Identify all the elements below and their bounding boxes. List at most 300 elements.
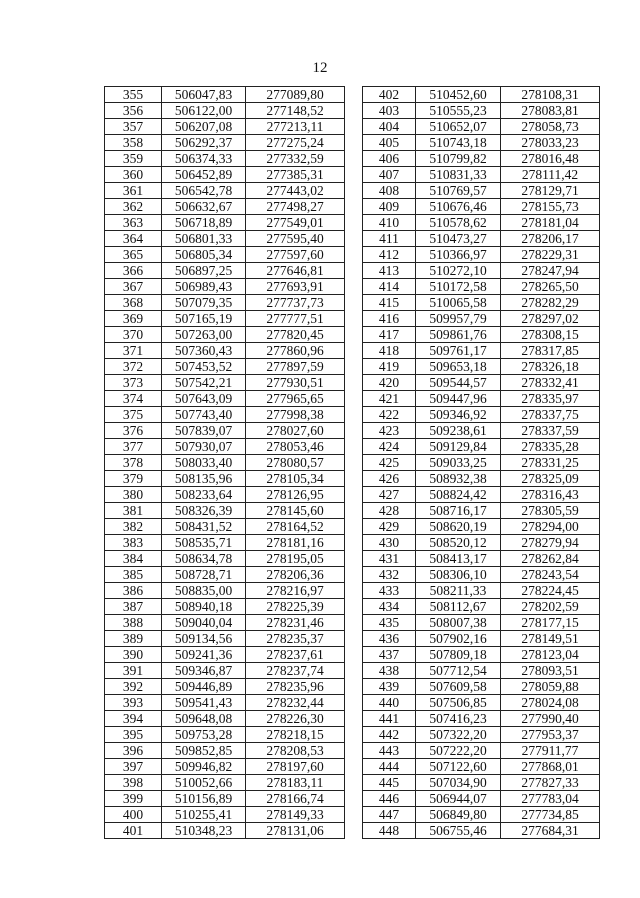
x-coordinate-cell: 508007,38 [416, 615, 501, 631]
x-coordinate-cell: 508326,39 [162, 503, 246, 519]
y-coordinate-cell: 278093,51 [501, 663, 600, 679]
x-coordinate-cell: 508520,12 [416, 535, 501, 551]
point-number-cell: 398 [105, 775, 162, 791]
table-row [363, 231, 600, 247]
x-coordinate-cell: 510473,27 [416, 231, 501, 247]
table-row [105, 679, 345, 695]
y-coordinate-cell: 278206,17 [501, 231, 600, 247]
point-number-cell: 433 [363, 583, 416, 599]
y-coordinate-cell: 277998,38 [246, 407, 345, 423]
y-coordinate-cell: 278235,37 [246, 631, 345, 647]
table-row [363, 775, 600, 791]
y-coordinate-cell: 277693,91 [246, 279, 345, 295]
y-coordinate-cell: 278197,60 [246, 759, 345, 775]
point-number-cell: 407 [363, 167, 416, 183]
x-coordinate-cell: 510052,66 [162, 775, 246, 791]
table-row [105, 631, 345, 647]
x-coordinate-cell: 510831,33 [416, 167, 501, 183]
y-coordinate-cell: 277498,27 [246, 199, 345, 215]
table-row [105, 775, 345, 791]
point-number-cell: 390 [105, 647, 162, 663]
y-coordinate-cell: 278305,59 [501, 503, 600, 519]
point-number-cell: 447 [363, 807, 416, 823]
y-coordinate-cell: 278243,54 [501, 567, 600, 583]
y-coordinate-cell: 277737,73 [246, 295, 345, 311]
x-coordinate-cell: 509544,57 [416, 375, 501, 391]
table-row [105, 279, 345, 295]
point-number-cell: 369 [105, 311, 162, 327]
table-row [363, 439, 600, 455]
x-coordinate-cell: 508413,17 [416, 551, 501, 567]
table-row [363, 135, 600, 151]
x-coordinate-cell: 507034,90 [416, 775, 501, 791]
point-number-cell: 445 [363, 775, 416, 791]
x-coordinate-cell: 509861,76 [416, 327, 501, 343]
point-number-cell: 422 [363, 407, 416, 423]
y-coordinate-cell: 278206,36 [246, 567, 345, 583]
y-coordinate-cell: 278279,94 [501, 535, 600, 551]
table-row [363, 119, 600, 135]
point-number-cell: 392 [105, 679, 162, 695]
table-row [105, 471, 345, 487]
x-coordinate-cell: 510769,57 [416, 183, 501, 199]
table-row [363, 743, 600, 759]
x-coordinate-cell: 507079,35 [162, 295, 246, 311]
y-coordinate-cell: 278177,15 [501, 615, 600, 631]
table-row [363, 151, 600, 167]
point-number-cell: 409 [363, 199, 416, 215]
y-coordinate-cell: 278226,30 [246, 711, 345, 727]
point-number-cell: 400 [105, 807, 162, 823]
point-number-cell: 411 [363, 231, 416, 247]
x-coordinate-cell: 507416,23 [416, 711, 501, 727]
y-coordinate-cell: 277213,11 [246, 119, 345, 135]
y-coordinate-cell: 278225,39 [246, 599, 345, 615]
table-row [105, 391, 345, 407]
point-number-cell: 375 [105, 407, 162, 423]
x-coordinate-cell: 508033,40 [162, 455, 246, 471]
y-coordinate-cell: 277443,02 [246, 183, 345, 199]
y-coordinate-cell: 278155,73 [501, 199, 600, 215]
y-coordinate-cell: 277897,59 [246, 359, 345, 375]
y-coordinate-cell: 278316,43 [501, 487, 600, 503]
y-coordinate-cell: 277385,31 [246, 167, 345, 183]
table-row [105, 695, 345, 711]
point-number-cell: 360 [105, 167, 162, 183]
point-number-cell: 441 [363, 711, 416, 727]
point-number-cell: 364 [105, 231, 162, 247]
table-row [105, 551, 345, 567]
table-row [105, 407, 345, 423]
point-number-cell: 361 [105, 183, 162, 199]
point-number-cell: 363 [105, 215, 162, 231]
x-coordinate-cell: 509241,36 [162, 647, 246, 663]
point-number-cell: 373 [105, 375, 162, 391]
y-coordinate-cell: 278232,44 [246, 695, 345, 711]
y-coordinate-cell: 278282,29 [501, 295, 600, 311]
y-coordinate-cell: 278325,09 [501, 471, 600, 487]
table-row [363, 471, 600, 487]
point-number-cell: 378 [105, 455, 162, 471]
table-row [363, 583, 600, 599]
table-row [105, 311, 345, 327]
point-number-cell: 374 [105, 391, 162, 407]
point-number-cell: 384 [105, 551, 162, 567]
table-row [105, 199, 345, 215]
y-coordinate-cell: 277595,40 [246, 231, 345, 247]
table-row [105, 455, 345, 471]
table-row [363, 503, 600, 519]
point-number-cell: 410 [363, 215, 416, 231]
y-coordinate-cell: 278111,42 [501, 167, 600, 183]
x-coordinate-cell: 510156,89 [162, 791, 246, 807]
x-coordinate-cell: 510676,46 [416, 199, 501, 215]
y-coordinate-cell: 278083,81 [501, 103, 600, 119]
x-coordinate-cell: 506849,80 [416, 807, 501, 823]
y-coordinate-cell: 278335,28 [501, 439, 600, 455]
x-coordinate-cell: 506207,08 [162, 119, 246, 135]
y-coordinate-cell: 277783,04 [501, 791, 600, 807]
table-row [105, 711, 345, 727]
x-coordinate-cell: 509761,17 [416, 343, 501, 359]
table-row [105, 535, 345, 551]
table-row [363, 727, 600, 743]
table-row [363, 551, 600, 567]
y-coordinate-cell: 277953,37 [501, 727, 600, 743]
y-coordinate-cell: 278108,31 [501, 87, 600, 103]
y-coordinate-cell: 277930,51 [246, 375, 345, 391]
y-coordinate-cell: 278058,73 [501, 119, 600, 135]
x-coordinate-cell: 507453,52 [162, 359, 246, 375]
y-coordinate-cell: 278208,53 [246, 743, 345, 759]
table-row [363, 807, 600, 823]
table-row [105, 487, 345, 503]
x-coordinate-cell: 509957,79 [416, 311, 501, 327]
x-coordinate-cell: 509238,61 [416, 423, 501, 439]
table-row [105, 743, 345, 759]
point-number-cell: 427 [363, 487, 416, 503]
x-coordinate-cell: 507839,07 [162, 423, 246, 439]
y-coordinate-cell: 277549,01 [246, 215, 345, 231]
x-coordinate-cell: 506292,37 [162, 135, 246, 151]
x-coordinate-cell: 510348,23 [162, 823, 246, 839]
y-coordinate-cell: 277965,65 [246, 391, 345, 407]
point-number-cell: 401 [105, 823, 162, 839]
point-number-cell: 429 [363, 519, 416, 535]
y-coordinate-cell: 278335,97 [501, 391, 600, 407]
point-number-cell: 418 [363, 343, 416, 359]
point-number-cell: 412 [363, 247, 416, 263]
y-coordinate-cell: 278131,06 [246, 823, 345, 839]
table-row [363, 791, 600, 807]
x-coordinate-cell: 508932,38 [416, 471, 501, 487]
y-coordinate-cell: 278235,96 [246, 679, 345, 695]
x-coordinate-cell: 509134,56 [162, 631, 246, 647]
x-coordinate-cell: 507809,18 [416, 647, 501, 663]
table-row [105, 359, 345, 375]
point-number-cell: 367 [105, 279, 162, 295]
table-row [105, 423, 345, 439]
x-coordinate-cell: 510366,97 [416, 247, 501, 263]
point-number-cell: 394 [105, 711, 162, 727]
x-coordinate-cell: 509852,85 [162, 743, 246, 759]
table-row [363, 263, 600, 279]
point-number-cell: 377 [105, 439, 162, 455]
y-coordinate-cell: 278308,15 [501, 327, 600, 343]
x-coordinate-cell: 507506,85 [416, 695, 501, 711]
table-row [105, 167, 345, 183]
point-number-cell: 408 [363, 183, 416, 199]
table-row [363, 87, 600, 103]
x-coordinate-cell: 507165,19 [162, 311, 246, 327]
y-coordinate-cell: 278265,50 [501, 279, 600, 295]
table-row [363, 343, 600, 359]
point-number-cell: 437 [363, 647, 416, 663]
y-coordinate-cell: 278033,23 [501, 135, 600, 151]
x-coordinate-cell: 509653,18 [416, 359, 501, 375]
table-row [105, 759, 345, 775]
point-number-cell: 368 [105, 295, 162, 311]
x-coordinate-cell: 508940,18 [162, 599, 246, 615]
y-coordinate-cell: 278183,11 [246, 775, 345, 791]
point-number-cell: 397 [105, 759, 162, 775]
x-coordinate-cell: 509648,08 [162, 711, 246, 727]
x-coordinate-cell: 507360,43 [162, 343, 246, 359]
table-row [105, 727, 345, 743]
x-coordinate-cell: 509033,25 [416, 455, 501, 471]
table-row [363, 295, 600, 311]
table-row [105, 439, 345, 455]
table-row [105, 567, 345, 583]
y-coordinate-cell: 278337,59 [501, 423, 600, 439]
x-coordinate-cell: 509346,92 [416, 407, 501, 423]
y-coordinate-cell: 277684,31 [501, 823, 600, 839]
point-number-cell: 444 [363, 759, 416, 775]
table-row [363, 167, 600, 183]
table-row [363, 679, 600, 695]
x-coordinate-cell: 508211,33 [416, 583, 501, 599]
point-number-cell: 448 [363, 823, 416, 839]
x-coordinate-cell: 508824,42 [416, 487, 501, 503]
x-coordinate-cell: 506944,07 [416, 791, 501, 807]
x-coordinate-cell: 506542,78 [162, 183, 246, 199]
point-number-cell: 382 [105, 519, 162, 535]
point-number-cell: 413 [363, 263, 416, 279]
table-row [105, 215, 345, 231]
x-coordinate-cell: 507712,54 [416, 663, 501, 679]
y-coordinate-cell: 278218,15 [246, 727, 345, 743]
table-row [105, 375, 345, 391]
coordinates-table-left [104, 86, 345, 839]
table-row [105, 599, 345, 615]
point-number-cell: 372 [105, 359, 162, 375]
x-coordinate-cell: 506801,33 [162, 231, 246, 247]
table-row [105, 247, 345, 263]
table-row [363, 103, 600, 119]
x-coordinate-cell: 509541,43 [162, 695, 246, 711]
x-coordinate-cell: 508835,00 [162, 583, 246, 599]
table-row [363, 631, 600, 647]
y-coordinate-cell: 277777,51 [246, 311, 345, 327]
point-number-cell: 357 [105, 119, 162, 135]
y-coordinate-cell: 278231,46 [246, 615, 345, 631]
y-coordinate-cell: 278332,41 [501, 375, 600, 391]
table-row [105, 327, 345, 343]
table-row [105, 615, 345, 631]
x-coordinate-cell: 507930,07 [162, 439, 246, 455]
y-coordinate-cell: 277990,40 [501, 711, 600, 727]
table-row [363, 455, 600, 471]
y-coordinate-cell: 278247,94 [501, 263, 600, 279]
table-row [363, 375, 600, 391]
point-number-cell: 399 [105, 791, 162, 807]
point-number-cell: 355 [105, 87, 162, 103]
x-coordinate-cell: 510652,07 [416, 119, 501, 135]
x-coordinate-cell: 507322,20 [416, 727, 501, 743]
point-number-cell: 386 [105, 583, 162, 599]
point-number-cell: 434 [363, 599, 416, 615]
table-row [363, 567, 600, 583]
y-coordinate-cell: 278331,25 [501, 455, 600, 471]
y-coordinate-cell: 277089,80 [246, 87, 345, 103]
y-coordinate-cell: 277646,81 [246, 263, 345, 279]
y-coordinate-cell: 278166,74 [246, 791, 345, 807]
point-number-cell: 446 [363, 791, 416, 807]
point-number-cell: 383 [105, 535, 162, 551]
x-coordinate-cell: 509446,89 [162, 679, 246, 695]
point-number-cell: 420 [363, 375, 416, 391]
table-row [363, 215, 600, 231]
x-coordinate-cell: 507222,20 [416, 743, 501, 759]
point-number-cell: 359 [105, 151, 162, 167]
x-coordinate-cell: 508306,10 [416, 567, 501, 583]
point-number-cell: 438 [363, 663, 416, 679]
x-coordinate-cell: 506989,43 [162, 279, 246, 295]
y-coordinate-cell: 278216,97 [246, 583, 345, 599]
x-coordinate-cell: 507263,00 [162, 327, 246, 343]
y-coordinate-cell: 277275,24 [246, 135, 345, 151]
x-coordinate-cell: 506122,00 [162, 103, 246, 119]
table-row [105, 503, 345, 519]
table-row [363, 823, 600, 839]
x-coordinate-cell: 506897,25 [162, 263, 246, 279]
table-row [363, 407, 600, 423]
y-coordinate-cell: 278129,71 [501, 183, 600, 199]
point-number-cell: 421 [363, 391, 416, 407]
table-row [105, 647, 345, 663]
table-row [363, 599, 600, 615]
point-number-cell: 389 [105, 631, 162, 647]
x-coordinate-cell: 509946,82 [162, 759, 246, 775]
x-coordinate-cell: 510172,58 [416, 279, 501, 295]
point-number-cell: 440 [363, 695, 416, 711]
table-row [105, 103, 345, 119]
table-row [105, 663, 345, 679]
y-coordinate-cell: 278149,51 [501, 631, 600, 647]
table-row [105, 263, 345, 279]
x-coordinate-cell: 506755,46 [416, 823, 501, 839]
y-coordinate-cell: 278126,95 [246, 487, 345, 503]
table-row [363, 279, 600, 295]
point-number-cell: 371 [105, 343, 162, 359]
table-row [105, 87, 345, 103]
y-coordinate-cell: 277868,01 [501, 759, 600, 775]
y-coordinate-cell: 278080,57 [246, 455, 345, 471]
x-coordinate-cell: 506047,83 [162, 87, 246, 103]
table-row [105, 791, 345, 807]
point-number-cell: 425 [363, 455, 416, 471]
point-number-cell: 436 [363, 631, 416, 647]
x-coordinate-cell: 508233,64 [162, 487, 246, 503]
x-coordinate-cell: 510743,18 [416, 135, 501, 151]
y-coordinate-cell: 277911,77 [501, 743, 600, 759]
x-coordinate-cell: 509447,96 [416, 391, 501, 407]
y-coordinate-cell: 278237,74 [246, 663, 345, 679]
y-coordinate-cell: 278262,84 [501, 551, 600, 567]
table-row [105, 183, 345, 199]
table-row [363, 311, 600, 327]
point-number-cell: 395 [105, 727, 162, 743]
x-coordinate-cell: 510065,58 [416, 295, 501, 311]
x-coordinate-cell: 506805,34 [162, 247, 246, 263]
x-coordinate-cell: 507122,60 [416, 759, 501, 775]
x-coordinate-cell: 507902,16 [416, 631, 501, 647]
x-coordinate-cell: 509346,87 [162, 663, 246, 679]
x-coordinate-cell: 506374,33 [162, 151, 246, 167]
table-row [363, 487, 600, 503]
table-row [363, 615, 600, 631]
x-coordinate-cell: 506452,89 [162, 167, 246, 183]
y-coordinate-cell: 278149,33 [246, 807, 345, 823]
point-number-cell: 426 [363, 471, 416, 487]
point-number-cell: 443 [363, 743, 416, 759]
point-number-cell: 442 [363, 727, 416, 743]
page-number: 12 [312, 60, 328, 76]
x-coordinate-cell: 508634,78 [162, 551, 246, 567]
table-row [105, 823, 345, 839]
x-coordinate-cell: 510799,82 [416, 151, 501, 167]
point-number-cell: 439 [363, 679, 416, 695]
point-number-cell: 381 [105, 503, 162, 519]
point-number-cell: 366 [105, 263, 162, 279]
table-row [363, 711, 600, 727]
x-coordinate-cell: 510452,60 [416, 87, 501, 103]
table-row [363, 647, 600, 663]
point-number-cell: 403 [363, 103, 416, 119]
x-coordinate-cell: 508135,96 [162, 471, 246, 487]
table-row [105, 135, 345, 151]
point-number-cell: 387 [105, 599, 162, 615]
x-coordinate-cell: 509129,84 [416, 439, 501, 455]
y-coordinate-cell: 278024,08 [501, 695, 600, 711]
point-number-cell: 406 [363, 151, 416, 167]
point-number-cell: 405 [363, 135, 416, 151]
point-number-cell: 431 [363, 551, 416, 567]
x-coordinate-cell: 508716,17 [416, 503, 501, 519]
point-number-cell: 379 [105, 471, 162, 487]
table-row [363, 759, 600, 775]
x-coordinate-cell: 510272,10 [416, 263, 501, 279]
point-number-cell: 417 [363, 327, 416, 343]
y-coordinate-cell: 278229,31 [501, 247, 600, 263]
y-coordinate-cell: 278181,16 [246, 535, 345, 551]
x-coordinate-cell: 510255,41 [162, 807, 246, 823]
x-coordinate-cell: 509040,04 [162, 615, 246, 631]
y-coordinate-cell: 278027,60 [246, 423, 345, 439]
point-number-cell: 414 [363, 279, 416, 295]
point-number-cell: 428 [363, 503, 416, 519]
point-number-cell: 362 [105, 199, 162, 215]
